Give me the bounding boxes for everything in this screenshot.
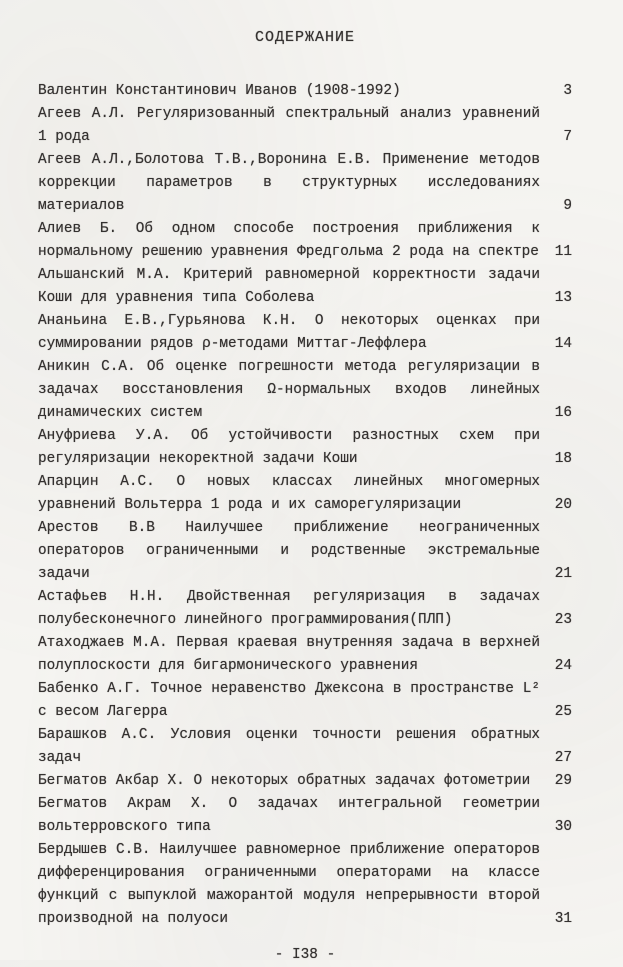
entry-page-number: 3 bbox=[563, 83, 572, 99]
toc-entry bbox=[38, 310, 572, 356]
entry-page-number: 16 bbox=[554, 405, 572, 421]
entry-page-number: 30 bbox=[554, 819, 572, 835]
entry-title: Апарцин А.С. О новых классах линейных многомерных уравнений Вольтерра 1 рода и их саморегуляризации bbox=[38, 474, 540, 513]
toc-entry bbox=[38, 632, 572, 678]
toc-entry bbox=[38, 103, 572, 149]
entry-page-number: 27 bbox=[554, 750, 572, 766]
entry-page-number: 18 bbox=[554, 451, 572, 467]
entry-title: Ананьина Е.В.,Гурьянова К.Н. О некоторых оценках при суммировании рядов ρ-методами Миттаг-Леффлера bbox=[38, 313, 540, 352]
toc-entry bbox=[38, 264, 572, 310]
entry-page-number: 9 bbox=[563, 198, 572, 214]
entry-title: Арестов В.В Наилучшее приближение неограниченных операторов ограниченными и родственные экстремальные задачи bbox=[38, 520, 540, 582]
entry-title: Ануфриева У.А. Об устойчивости разностных схем при регуляризации некоректной задачи Коши bbox=[38, 428, 540, 467]
entry-title: Атаходжаев М.А. Первая краевая внутренняя задача в верхней полуплоскости для бигармонического уравнения bbox=[38, 635, 540, 674]
entry-title: Бердышев С.В. Наилучшее равномерное приближение операторов дифференцирования ограниченными операторами на классе функций с выпуклой мажорантой модуля непрерывности второй производной на полуоси bbox=[38, 842, 540, 927]
table-of-contents bbox=[38, 80, 572, 931]
entry-page-number: 11 bbox=[554, 244, 572, 260]
entry-page-number: 24 bbox=[554, 658, 572, 674]
entry-title: Астафьев Н.Н. Двойственная регуляризация в задачах полубесконечного линейного программирования(ПЛП) bbox=[38, 589, 540, 628]
entry-title: Бегматов Акрам Х. О задачах интегральной геометрии вольтерровского типа bbox=[38, 796, 540, 835]
entry-page-number: 14 bbox=[554, 336, 572, 352]
toc-entry bbox=[38, 724, 572, 770]
entry-page-number: 21 bbox=[554, 566, 572, 582]
entry-title: Агеев А.Л. Регуляризованный спектральный анализ уравнений 1 рода bbox=[38, 106, 540, 145]
toc-entry bbox=[38, 218, 572, 264]
entry-title: Барашков А.С. Условия оценки точности решения обратных задач bbox=[38, 727, 540, 766]
entry-title: Бабенко А.Г. Точное неравенство Джексона в пространстве L² с весом Лагерра bbox=[38, 681, 540, 720]
entry-title: Бегматов Акбар Х. О некоторых обратных задачах фотометрии bbox=[38, 773, 531, 789]
toc-entry bbox=[38, 356, 572, 425]
entry-title: Алиев Б. Об одном способе построения приближения к нормальному решению уравнения Фредгольма 2 рода на спектре bbox=[38, 221, 540, 260]
toc-entry bbox=[38, 425, 572, 471]
toc-entry bbox=[38, 149, 572, 218]
entry-page-number: 7 bbox=[563, 129, 572, 145]
toc-entry bbox=[38, 839, 572, 931]
toc-entry bbox=[38, 80, 572, 103]
toc-entry bbox=[38, 678, 572, 724]
toc-entry bbox=[38, 793, 572, 839]
page-footer-number: - I38 - bbox=[274, 947, 336, 963]
entry-title: Валентин Константинович Иванов (1908-1992) bbox=[38, 83, 401, 99]
toc-entry bbox=[38, 586, 572, 632]
toc-entry bbox=[38, 770, 572, 793]
entry-page-number: 13 bbox=[554, 290, 572, 306]
toc-entry bbox=[38, 471, 572, 517]
entry-title: Аникин С.А. Об оценке погрешности метода регуляризации в задачах восстановления Ω-нормальных входов линейных динамических систем bbox=[38, 359, 540, 421]
page-title: СОДЕРЖАНИЕ bbox=[254, 29, 355, 46]
entry-page-number: 25 bbox=[554, 704, 572, 720]
entry-page-number: 23 bbox=[554, 612, 572, 628]
entry-page-number: 20 bbox=[554, 497, 572, 513]
entry-title: Агеев А.Л.,Болотова Т.В.,Воронина Е.В. Применение методов коррекции параметров в структурных исследованиях материалов bbox=[38, 152, 540, 214]
entry-title: Альшанский М.А. Критерий равномерной корректности задачи Коши для уравнения типа Соболева bbox=[38, 267, 540, 306]
toc-entry bbox=[38, 517, 572, 586]
entry-page-number: 29 bbox=[554, 773, 572, 789]
entry-page-number: 31 bbox=[554, 911, 572, 927]
